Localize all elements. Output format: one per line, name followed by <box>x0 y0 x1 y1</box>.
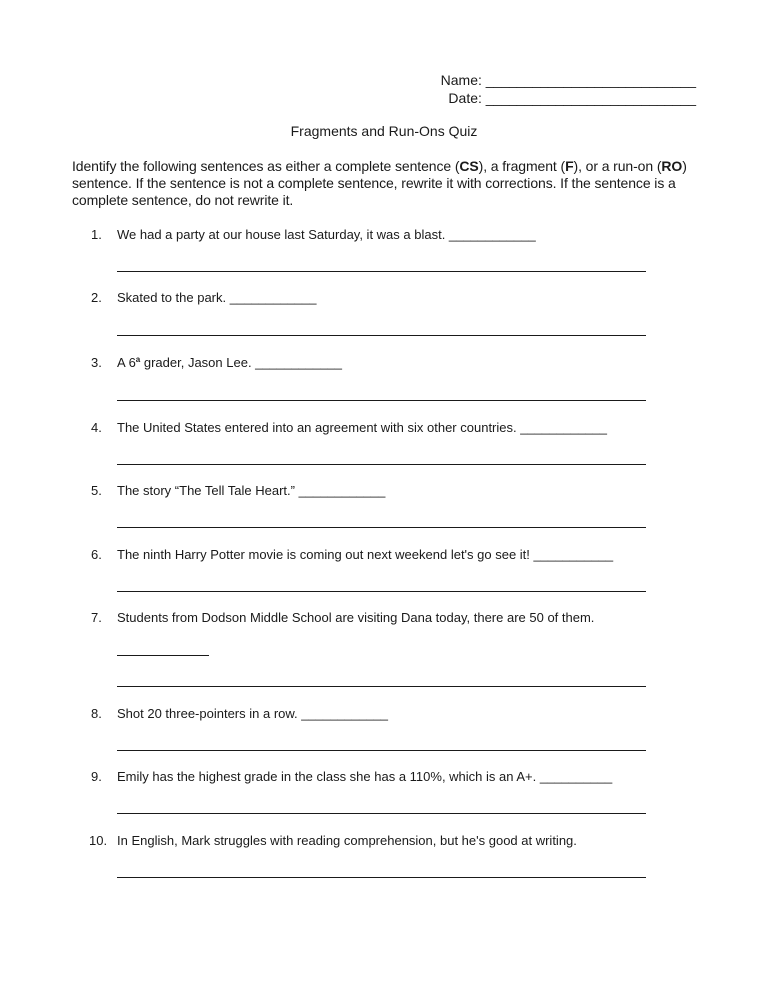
answer-blank[interactable]: ___________ <box>533 547 614 562</box>
instructions-text: ) sentence. If the sentence is not a complete sentence, rewrite it with corrections. If the sentence is a complete sentence, do not rewrite it. <box>72 158 687 208</box>
question-text <box>117 609 594 626</box>
question-number: 1. <box>91 227 102 242</box>
answer-blank[interactable]: ____________ <box>255 355 342 370</box>
answer-blank[interactable]: ____________ <box>229 290 317 305</box>
name-field-line: Name: ___________________________ <box>440 72 696 88</box>
question-text <box>117 832 577 849</box>
rewrite-line[interactable] <box>117 335 646 336</box>
question-number: 8. <box>91 706 102 721</box>
ordinal-superscript: a <box>135 355 141 364</box>
question-sentence: A 6 <box>117 355 136 370</box>
label-f: F <box>565 158 574 174</box>
question-number: 3. <box>91 355 102 370</box>
question-sentence: Emily has the highest grade in the class she has a 110%, which is an A+. <box>117 769 540 784</box>
question-sentence: In English, Mark struggles with reading comprehension, but he's good at writing. <box>117 833 577 848</box>
question-sentence: grader, Jason Lee. <box>140 355 256 370</box>
question-number: 5. <box>91 483 102 498</box>
rewrite-line[interactable] <box>117 686 646 687</box>
question-sentence: The ninth Harry Potter movie is coming out next weekend let's go see it! <box>117 547 534 562</box>
question-number: 4. <box>91 420 102 435</box>
rewrite-line[interactable] <box>117 271 646 272</box>
answer-blank[interactable]: ____________ <box>298 483 386 498</box>
question-sentence: We had a party at our house last Saturday, it was a blast. <box>117 227 449 242</box>
question-text <box>117 289 317 306</box>
question-text <box>117 419 607 436</box>
question-sentence: Skated to the park. <box>117 290 230 305</box>
question-text <box>117 546 613 563</box>
answer-blank[interactable]: ____________ <box>301 706 389 721</box>
label-ro: RO <box>661 158 683 174</box>
instructions-text: ), or a run-on ( <box>573 158 662 174</box>
question-text <box>117 226 536 243</box>
question-sentence: Shot 20 three-pointers in a row. <box>117 706 302 721</box>
instructions <box>72 158 702 209</box>
rewrite-line[interactable] <box>117 464 646 465</box>
answer-blank[interactable]: ____________ <box>520 420 607 435</box>
answer-blank[interactable]: ____________ <box>448 227 536 242</box>
question-number: 10. <box>89 833 108 848</box>
question-text <box>117 768 612 785</box>
question-number: 2. <box>91 290 102 305</box>
question-number: 9. <box>91 769 102 784</box>
rewrite-line[interactable] <box>117 527 646 528</box>
question-sentence: The story “The Tell Tale Heart.” <box>117 483 299 498</box>
question-sentence: Students from Dodson Middle School are visiting Dana today, there are 50 of them. <box>117 610 595 625</box>
date-field-line: Date: ___________________________ <box>448 90 696 106</box>
rewrite-line[interactable] <box>117 400 646 401</box>
rewrite-line[interactable] <box>117 750 646 751</box>
question-text <box>117 482 385 499</box>
quiz-title: Fragments and Run-Ons Quiz <box>290 123 478 139</box>
answer-blank[interactable] <box>117 655 209 656</box>
question-text <box>117 354 342 371</box>
label-cs: CS <box>459 158 479 174</box>
rewrite-line[interactable] <box>117 591 646 592</box>
question-text <box>117 705 388 722</box>
instructions-text: ), a fragment ( <box>478 158 566 174</box>
instructions-text: Identify the following sentences as either a complete sentence ( <box>72 158 460 174</box>
question-sentence: The United States entered into an agreement with six other countries. <box>117 420 521 435</box>
answer-blank[interactable]: __________ <box>539 769 613 784</box>
question-number: 6. <box>91 547 102 562</box>
rewrite-line[interactable] <box>117 877 646 878</box>
rewrite-line[interactable] <box>117 813 646 814</box>
question-number: 7. <box>91 610 102 625</box>
